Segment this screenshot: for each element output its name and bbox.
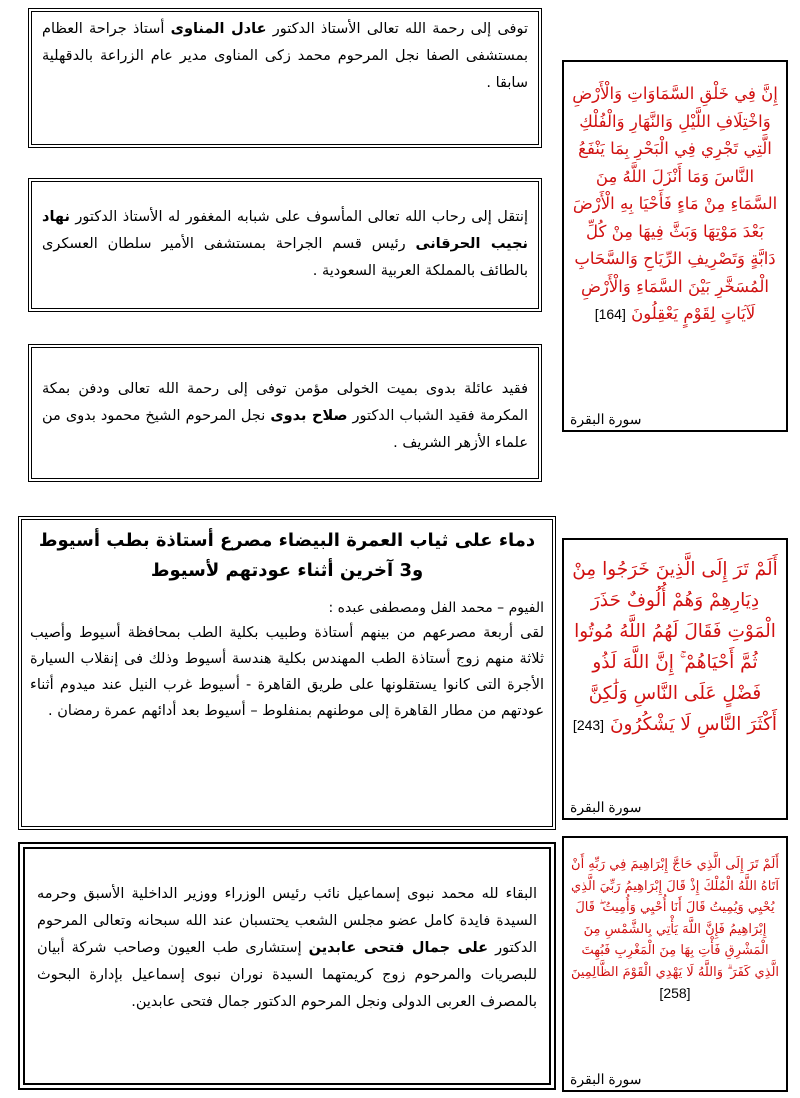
obituary-text: إنتقل إلى رحاب الله تعالى المأسوف على شبابه المغفور له الأستاذ الدكتور	[69, 209, 528, 225]
obituary-notice-ali-abdeen	[18, 842, 556, 1090]
surah-name: سورة البقرة	[570, 411, 642, 427]
obituary-text: فقيد عائلة بدوى بميت الخولى مؤمن توفى إلى رحمة الله تعالى ودفن بمكة المكرمة فقيد الشباب الدكتور	[42, 381, 528, 424]
deceased-name: صلاح بدوى	[270, 408, 348, 424]
quran-verse-text: أَلَمْ تَرَ إِلَى الَّذِينَ خَرَجُوا مِنْ دِيَارِهِمْ وَهُمْ أُلُوفٌ حَذَرَ الْمَوْتِ فَقَالَ لَهُمُ اللَّهُ مُوتُوا ثُمَّ أَحْيَاهُمْ ۚ إِنَّ اللَّهَ لَذُو فَضْلٍ عَلَى النَّاسِ وَلَٰكِنَّ أَكْثَرَ النَّاسِ لَا يَشْكُرُونَ [243]	[572, 559, 778, 735]
quran-verse-box-164	[562, 60, 788, 432]
surah-name: سورة البقرة	[570, 799, 642, 815]
verse-number: [164]	[594, 306, 626, 322]
obituary-notice-adel-elmenawy	[28, 8, 542, 148]
obituary-text: نجل المرحوم الشيخ محمود بدوى من علماء الأزهر الشريف .	[42, 408, 528, 451]
quran-verse-text: إِنَّ فِي خَلْقِ السَّمَاوَاتِ وَالْأَرْضِ وَاخْتِلَافِ اللَّيْلِ وَالنَّهَارِ وَالْفُلْكِ الَّتِي تَجْرِي فِي الْبَحْرِ بِمَا يَنْفَعُ النَّاسَ وَمَا أَنْزَلَ اللَّهُ مِنَ السَّمَاءِ مِنْ مَاءٍ فَأَحْيَا بِهِ الْأَرْضَ بَعْدَ مَوْتِهَا وَبَثَّ فِيهَا مِنْ كُلِّ دَابَّةٍ وَتَصْرِيفِ الرِّيَاحِ وَالسَّحَابِ الْمُسَخَّرِ بَيْنَ السَّمَاءِ وَالْأَرْضِ لَآيَاتٍ لِقَوْمٍ يَعْقِلُونَ [164]	[572, 84, 778, 323]
obituary-text: توفى إلى رحمة الله تعالى الأستاذ الدكتور	[266, 21, 528, 37]
obituary-text: أستاذ جراحة العظام بمستشفى الصفا نجل المرحوم محمد زكى المناوى مدير عام الزراعة بالدقهلية سابقا .	[42, 21, 528, 91]
surah-name: سورة البقرة	[570, 1071, 642, 1087]
news-byline: الفيوم – محمد الفل ومصطفى عبده :	[328, 600, 544, 616]
verse-number: [243]	[572, 717, 605, 733]
deceased-name: على جمال فتحى عابدين	[308, 940, 489, 956]
obituary-notice-salah-badawy	[28, 344, 542, 482]
obituary-text: البقاء لله محمد نبوى إسماعيل نائب رئيس الوزراء ووزير الداخلية الأسبق وحرمه السيدة فايدة كامل عضو مجلس الشعب يحتسبان عند الله سبحانه وتعالى المرحوم الدكتور	[37, 886, 537, 956]
obituary-text: رئيس قسم الجراحة بمستشفى الأمير سلطان العسكرى بالطائف بالمملكة العربية السعودية .	[42, 236, 528, 279]
news-article-umrah-accident	[18, 516, 556, 830]
deceased-name: نهاد نجيب الحرقانى	[42, 209, 528, 252]
news-body: لقى أربعة مصرعهم من بينهم أستاذة وطبيب بكلية الطب بمحافظة أسيوط وأصيب ثلاثة منهم زوج أستاذة الطب المهندس بكلية هندسة أسيوط وذلك فى إنقلاب السيارة الأجرة التى كانوا يستقلونها على طريق القاهرة - أسيوط غرب النيل عند ميدوم أثناء عودتهم من مطار القاهرة إلى موطنهم بمنفلوط – أسيوط بعد أدائهم عمرة رمضان .	[30, 625, 544, 719]
obituary-notice-nehad-elharkany	[28, 178, 542, 312]
quran-verse-text: أَلَمْ تَرَ إِلَى الَّذِي حَاجَّ إِبْرَاهِيمَ فِي رَبِّهِ أَنْ آتَاهُ اللَّهُ الْمُلْكَ إِذْ قَالَ إِبْرَاهِيمُ رَبِّيَ الَّذِي يُحْيِي وَيُمِيتُ قَالَ أَنَا أُحْيِي وَأُمِيتُ ۖ قَالَ إِبْرَاهِيمُ فَإِنَّ اللَّهَ يَأْتِي بِالشَّمْسِ مِنَ الْمَشْرِقِ فَأْتِ بِهَا مِنَ الْمَغْرِبِ فَبُهِتَ الَّذِي كَفَرَ ۗ وَاللَّهُ لَا يَهْدِي الْقَوْمَ الظَّالِمِينَ [258]	[570, 857, 780, 1001]
quran-verse-box-258	[562, 836, 788, 1092]
quran-verse-box-243	[562, 538, 788, 820]
obituary-text: إستشارى طب العيون وصاحب شركة أبيان للبصريات والمرحوم زوج كريمتهما السيدة نوران نبوى إسماعيل بإدارة البحوث بالمصرف العربى الدولى ونجل المرحوم الدكتور جمال فتحى عابدين.	[37, 940, 537, 1010]
news-headline: دماء على ثياب العمرة البيضاء مصرع أستاذة بطب أسيوط و3 آخرين أثناء عودتهم لأسيوط	[38, 530, 536, 581]
deceased-name: عادل المناوى	[170, 21, 267, 37]
verse-number: [258]	[659, 985, 691, 1001]
